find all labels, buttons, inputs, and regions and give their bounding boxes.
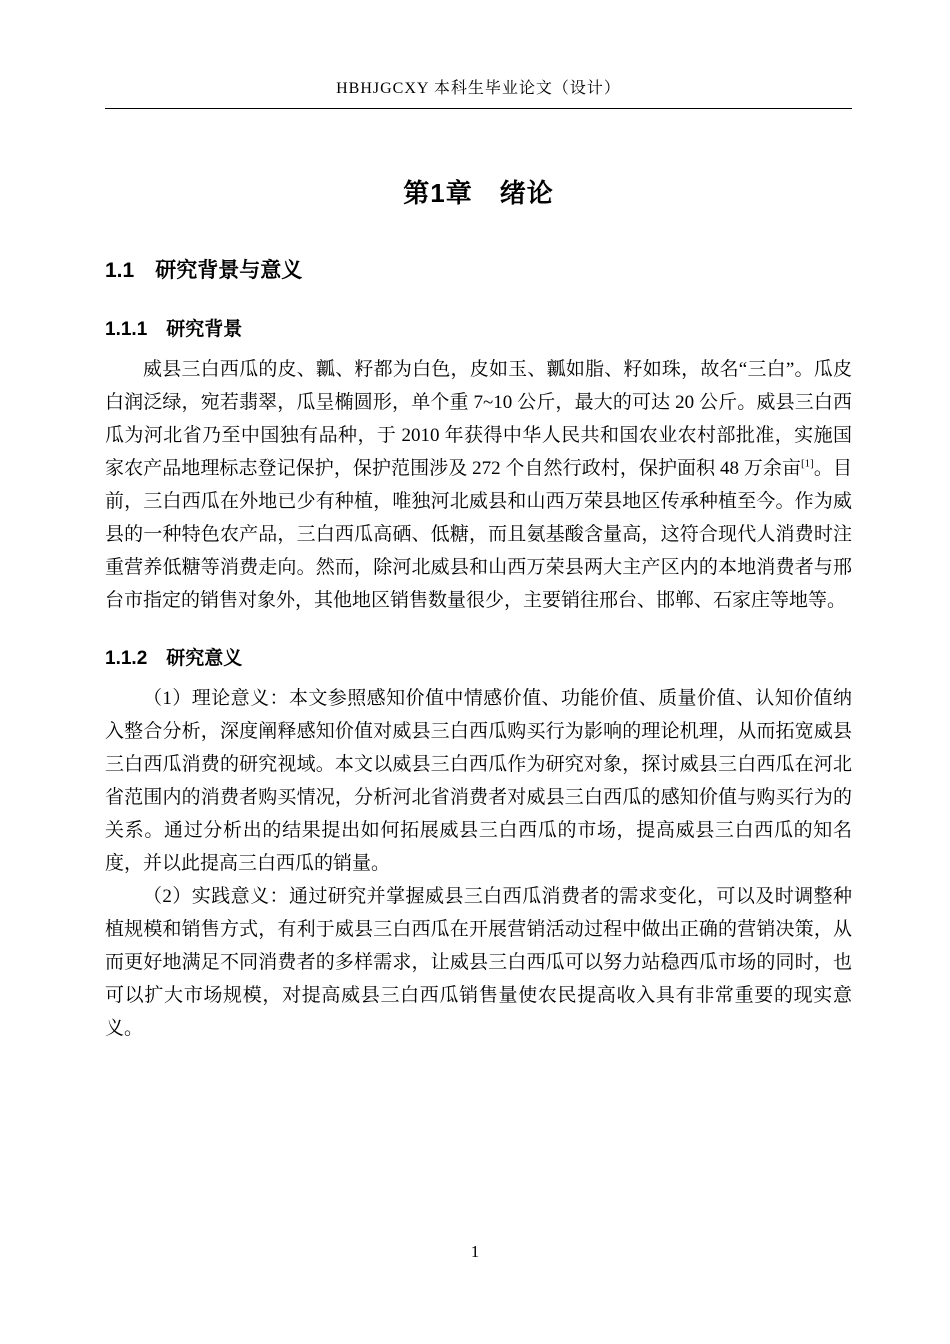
page-footer [0,1242,950,1262]
chapter-title: 第1章 绪论 [403,178,554,208]
page-header [105,75,852,109]
section-heading-1-1: 1.1 研究背景与意义 [105,259,303,282]
paragraph-research-background [105,353,852,617]
subsection-heading-1-1-2: 1.1.2 研究意义 [105,648,243,669]
page-number: 1 [470,1242,480,1261]
paragraph-practical-significance: （2）实践意义：通过研究并掌握威县三白西瓜消费者的需求变化，可以及时调整种植规模和销售方式，有利于威县三白西瓜在开展营销活动过程中做出正确的营销决策，从而更好地满足不同消费者的多样需求，让威县三白西瓜可以努力站稳西瓜市场的同时，也可以扩大市场规模，对提高威县三白西瓜销售量使农民提高收入具有非常重要的现实意义。 [105,886,852,1039]
research-background-text-after-citation: 。目前，三白西瓜在外地已少有种植，唯独河北威县和山西万荣县地区传承种植至今。作为威县的一种特色农产品，三白西瓜高硒、低糖，而且氨基酸含量高，这符合现代人消费时注重营养低糖等消费走向。然而，除河北威县和山西万荣县两大主产区内的本地消费者与邢台市指定的销售对象外，其他地区销售数量很少，主要销往邢台、邯郸、石家庄等地等。 [105,458,852,611]
research-background-text-before-citation: 威县三白西瓜的皮、瓤、籽都为白色，皮如玉、瓤如脂、籽如珠，故名“三白”。瓜皮白润泛绿，宛若翡翠，瓜呈椭圆形，单个重 7~10 公斤，最大的可达 20 公斤。威县三白西瓜为河北省乃至中国独有品种，于 2010 年获得中华人民共和国农业农村部批准，实施国家农产品地理标志登记保护，保护范围涉及 272 个自然行政村，保护面积 48 万余亩 [105,359,852,479]
subsection-heading-1-1-1: 1.1.1 研究背景 [105,319,243,340]
header-title: HBHJGCXY 本科生毕业论文（设计） [336,80,621,97]
citation-ref-1: [1] [801,457,814,470]
paragraph-theoretical-significance: （1）理论意义：本文参照感知价值中情感价值、功能价值、质量价值、认知价值纳入整合分析，深度阐释感知价值对威县三白西瓜购买行为影响的理论机理，从而拓宽威县三白西瓜消费的研究视域。本文以威县三白西瓜作为研究对象，探讨威县三白西瓜在河北省范围内的消费者购买情况，分析河北省消费者对威县三白西瓜的感知价值与购买行为的关系。通过分析出的结果提出如何拓展威县三白西瓜的市场，提高威县三白西瓜的知名度，并以此提高三白西瓜的销量。 [105,688,852,874]
